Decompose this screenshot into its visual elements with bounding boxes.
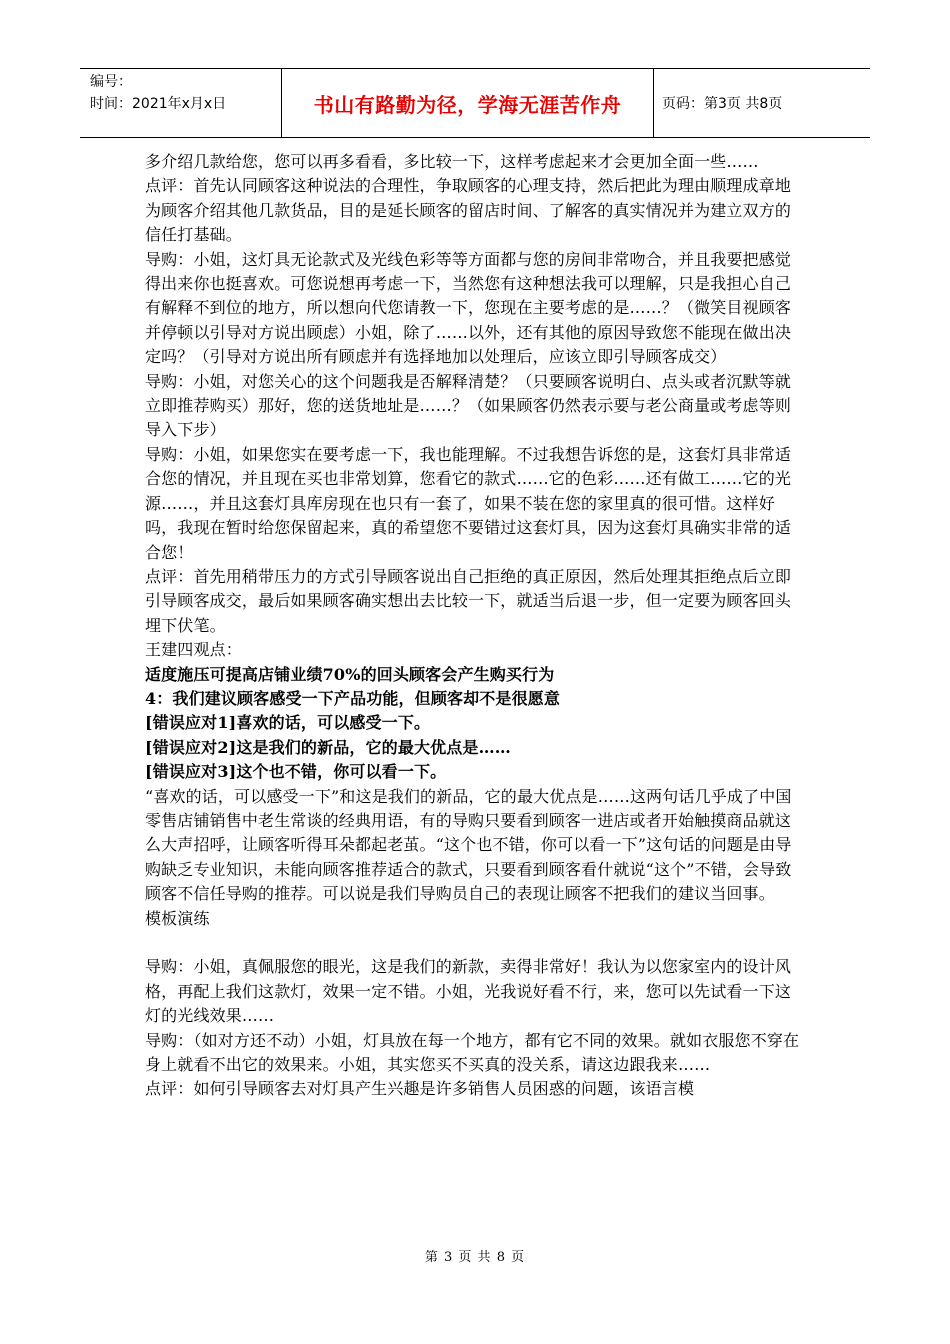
header-motto: 书山有路勤为径，学海无涯苦作舟 (282, 69, 654, 137)
page-header (80, 68, 870, 138)
header-meta-cell (80, 69, 282, 137)
page-footer: 第 3 页 共 8 页 (424, 1250, 526, 1265)
body-paragraph: 多介绍几款给您，您可以再多看看，多比较一下，这样考虑起来才会更加全面一些…… (145, 152, 759, 171)
body-paragraph: 导购：小姐，对您关心的这个问题我是否解释清楚？（只要顾客说明白、点头或者沉默等就立即推荐购买）那好，您的送货地址是……？（如果顾客仍然表示要与老公商量或考虑等则导入下步） (145, 371, 792, 440)
body-paragraph: [错误应对1]喜欢的话，可以感受一下。 (145, 713, 431, 733)
body-paragraph: 模板演练 (145, 908, 210, 928)
body-paragraph: 王建四观点： (145, 640, 242, 660)
body-paragraph: 导购：小姐，这灯具无论款式及光线色彩等等方面都与您的房间非常吻合，并且我要把感觉得出来你也挺喜欢。可您说想再考虑一下，当然您有这种想法我可以理解，只是我担心自己有解释不到位的地方，所以想向代您请教一下，您现在主要考虑的是……？（微笑目视顾客并停顿以引导对方说出顾虑）小姐，除了……以外，还有其他的原因导致您不能现在做出决定吗？（引导对方说出所有顾虑并有选择地加以处理后，应该立即引导顾客成交） (145, 249, 792, 367)
body-paragraph: 点评：如何引导顾客去对灯具产生兴趣是许多销售人员困惑的问题，该语言模 (145, 1079, 695, 1099)
document-time-label: 时间：2021年x月x日 (90, 96, 227, 112)
document-number-label: 编号： (90, 74, 132, 90)
body-paragraph (145, 931, 805, 955)
body-paragraph: 导购：小姐，真佩服您的眼光，这是我们的新款，卖得非常好！我认为以您家室内的设计风格，再配上我们这款灯，效果一定不错。小姐，光我说好看不行，来，您可以先试看一下这灯的光线效果…… (145, 957, 792, 1026)
document-body (145, 150, 805, 1102)
body-paragraph: [错误应对3]这个也不错，你可以看一下。 (145, 762, 447, 782)
body-paragraph: 导购：（如对方还不动）小姐，灯具放在每一个地方，都有它不同的效果。就如衣服您不穿在身上就看不出它的效果来。小姐，其实您买不买真的没关系，请这边跟我来…… (145, 1030, 800, 1075)
body-paragraph: 点评：首先认同顾客这种说法的合理性，争取顾客的心理支持，然后把此为理由顺理成章地为顾客介绍其他几款货品，目的是延长顾客的留店时间、了解客的真实情况并为建立双方的信任打基础。 (145, 176, 792, 245)
body-paragraph: “喜欢的话，可以感受一下”和这是我们的新品，它的最大优点是……这两句话几乎成了中国零售店铺销售中老生常谈的经典用语，有的导购只要看到顾客一进店或者开始触摸商品就这么大声招呼，让顾客听得耳朵都起老茧。“这个也不错，你可以看一下”这句话的问题是由导购缺乏专业知识，未能向顾客推荐适合的款式，只要看到顾客看什就说“这个”不错，会导致顾客不信任导购的推荐。可以说是我们导购员自己的表现让顾客不把我们的建议当回事。 (145, 786, 792, 904)
body-paragraph: 导购：小姐，如果您实在要考虑一下，我也能理解。不过我想告诉您的是，这套灯具非常适合您的情况，并且现在买也非常划算，您看它的款式……它的色彩……还有做工……它的光源……，并且这套灯具库房现在也只有一套了，如果不装在您的家里真的很可惜。这样好吗，我现在暂时给您保留起来，真的希望您不要错过这套灯具，因为这套灯具确实非常的适合您！ (145, 444, 792, 562)
body-paragraph: 4：我们建议顾客感受一下产品功能，但顾客却不是很愿意 (145, 688, 561, 708)
header-page-info: 页码：第3页 共8页 (662, 96, 783, 112)
body-paragraph: [错误应对2]这是我们的新品，它的最大优点是…… (145, 737, 511, 757)
body-paragraph: 适度施压可提高店铺业绩70%的回头顾客会产生购买行为 (145, 664, 555, 684)
body-paragraph: 点评：首先用稍带压力的方式引导顾客说出自己拒绝的真正原因，然后处理其拒绝点后立即引导顾客成交，最后如果顾客确实想出去比较一下，就适当后退一步，但一定要为顾客回头埋下伏笔。 (145, 566, 792, 635)
